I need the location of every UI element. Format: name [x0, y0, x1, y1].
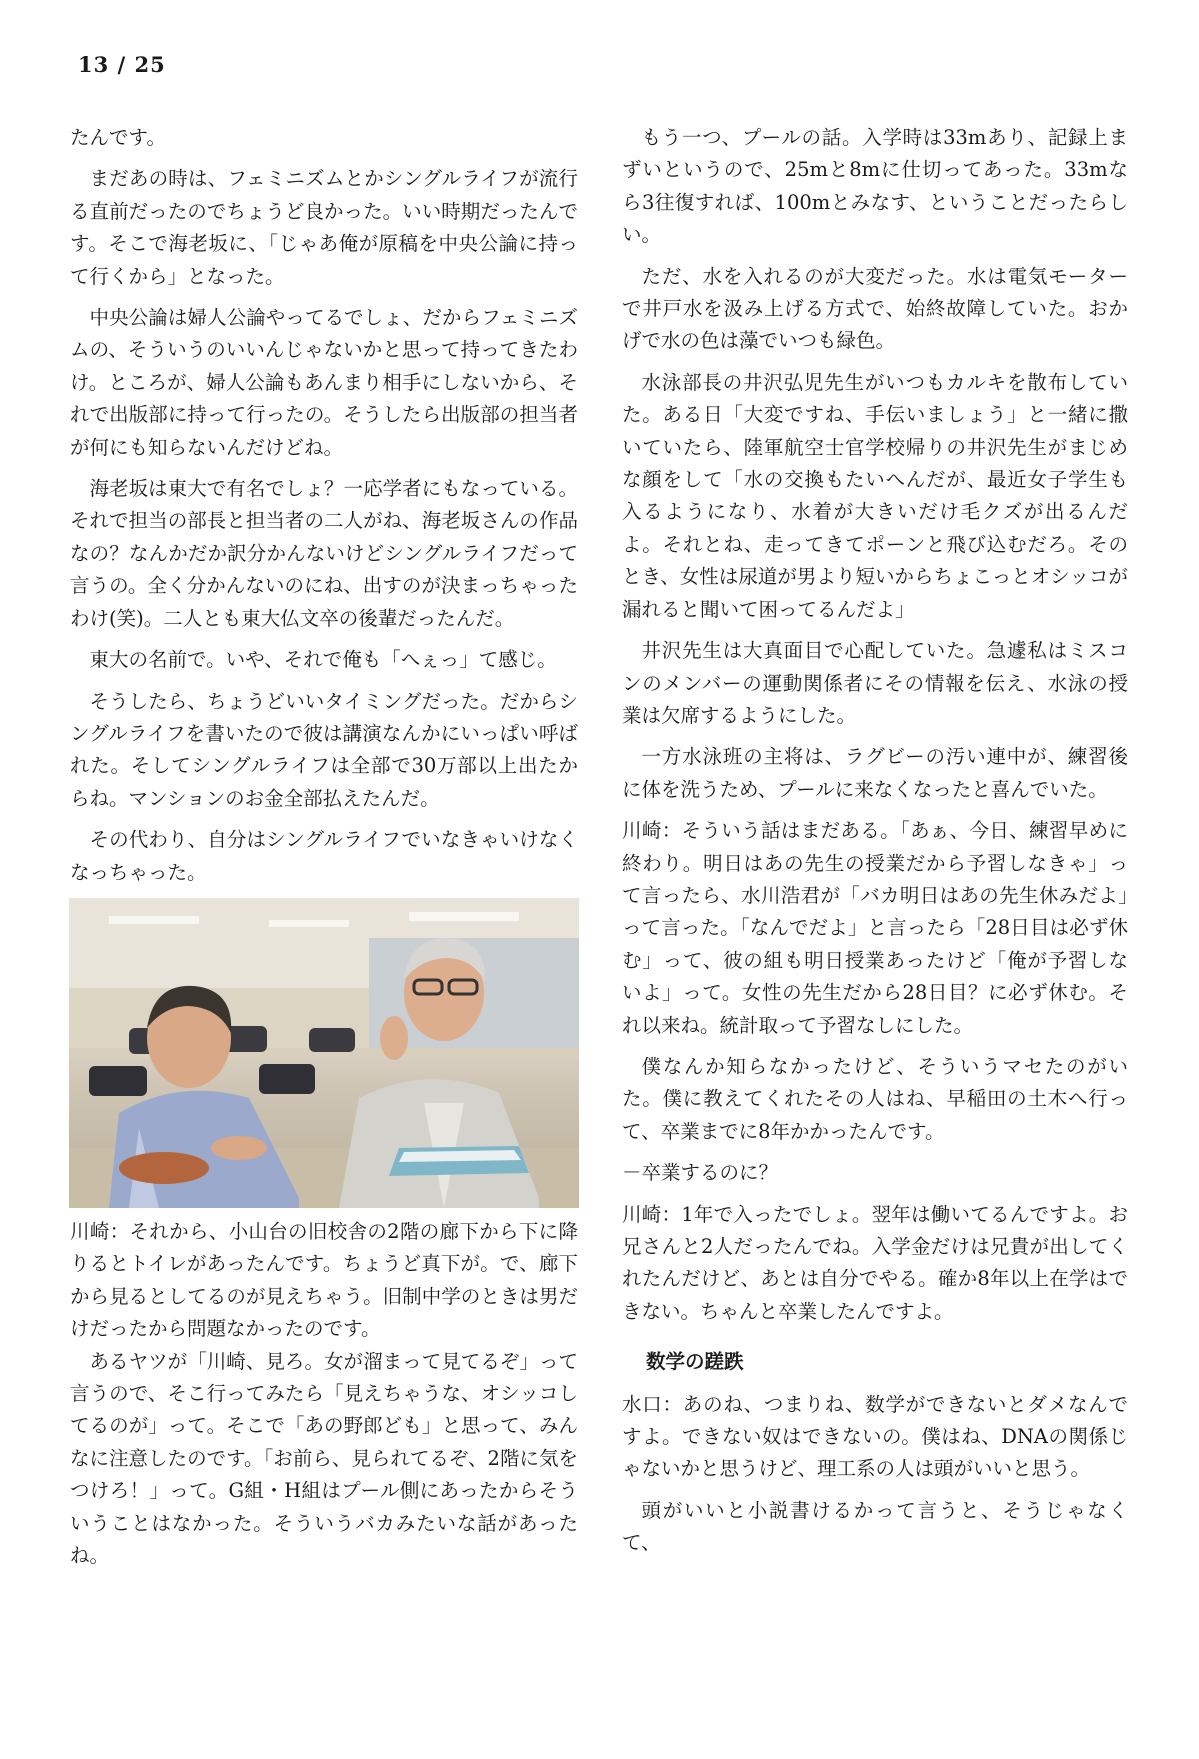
paragraph: 東大の名前で。いや、それで俺も「へぇっ」て感じ。 [89, 648, 557, 672]
page-number: 13 / 25 [78, 52, 166, 77]
paragraph: 川崎：それから、小山台の旧校舎の2階の廊下から下に降りるとトイレがあったんです。ちょうど真下が。で、廊下から見るとしてるのが見えちゃう。旧制中学のときは男だけだったから問題なかったのです。 [70, 1219, 578, 1341]
paragraph: 川崎：そういう話はまだある。「あぁ、今日、練習早めに終わり。明日はあの先生の授業だから予習しなきゃ」って言ったら、水川浩君が「バカ明日はあの先生休みだよ」って言った。「なんでだよ」と言ったら「28日目は必ず休む」って、彼の組も明日授業あったけど「俺が予習しないよ」って。女性の先生だから28日目？に必ず休む。それ以来ね。統計取って予習なしにした。 [622, 819, 1128, 1037]
right-column [622, 122, 1128, 1569]
paragraph: 僕なんか知らなかったけど、そういうマセたのがいた。僕に教えてくれたその人はね、早稲田の土木へ行って、卒業までに8年かかったんです。 [622, 1054, 1128, 1143]
paragraph: 海老坂は東大で有名でしょ？一応学者にもなっている。それで担当の部長と担当者の二人がね、海老坂さんの作品なの？なんかだか訳分かんないけどシングルライフだって言うの。全く分かんないのにね、出すのが決まっちゃったわけ(笑)。二人とも東大仏文卒の後輩だったんだ。 [70, 477, 578, 630]
section-heading: 数学の蹉跌 [646, 1350, 744, 1374]
left-column [70, 122, 578, 1581]
paragraph: 一方水泳班の主将は、ラグビーの汚い連中が、練習後に体を洗うため、プールに来なくなったと喜んでいた。 [622, 745, 1128, 801]
paragraph: ただ、水を入れるのが大変だった。水は電気モーターで井戸水を汲み上げる方式で、始終故障していた。おかげで水の色は藻でいつも緑色。 [622, 264, 1128, 353]
interview-photo [69, 898, 579, 1208]
paragraph: 水口：あのね、つまりね、数学ができないとダメなんですよ。できない奴はできないの。僕はね、DNAの関係じゃないかと思うけど、理工系の人は頭がいいと思う。 [622, 1392, 1128, 1481]
paragraph: 頭がいいと小説書けるかって言うと、そうじゃなくて、 [622, 1498, 1128, 1555]
paragraph: もう一つ、プールの話。入学時は33mあり、記録上まずいというので、25mと8mに仕切ってあった。33mなら3往復すれば、100mとみなす、ということだったらしい。 [622, 126, 1128, 247]
paragraph: あるヤツが「川崎、見ろ。女が溜まって見てるぞ」って言うので、そこ行ってみたら「見えちゃうな、オシッコしてるのが」って。そこで「あの野郎ども」と思って、みんなに注意したのです。「お前ら、見られてるぞ、2階に気をつけろ！」って。G組・H組はプール側にあったからそういうことはなかった。そういうバカみたいな話があったね。 [70, 1349, 578, 1567]
paragraph: 中央公論は婦人公論やってるでしょ、だからフェミニズムの、そういうのいいんじゃないかと思って持ってきたわけ。ところが、婦人公論もあんまり相手にしないから、それで出版部に持って行ったの。そうしたら出版部の担当者が何にも知らないんだけどね。 [70, 306, 578, 459]
paragraph: 水泳部長の井沢弘児先生がいつもカルキを散布していた。ある日「大変ですね、手伝いましょう」と一緒に撒いていたら、陸軍航空士官学校帰りの井沢先生がまじめな顔をして「水の交換もたいへんだが、最近女子学生も入るようになり、水着が大きいだけ毛クズが出るんだよ。それとね、走ってきてポーンと飛び込むだろ。そのとき、女性は尿道が男より短いからちょこっとオシッコが漏れると聞いて困ってるんだよ」 [622, 370, 1128, 621]
paragraph: たんです。 [70, 126, 166, 149]
paragraph: －卒業するのに？ [622, 1161, 779, 1185]
paragraph: 井沢先生は大真面目で心配していた。急遽私はミスコンのメンバーの運動関係者にその情報を伝え、水泳の授業は欠席するようにした。 [622, 639, 1128, 727]
paragraph: そうしたら、ちょうどいいタイミングだった。だからシングルライフを書いたので彼は講演なんかにいっぱい呼ばれた。そしてシングルライフは全部で30万部以上出たからね。マンションのお金全部払えたんだ。 [70, 689, 578, 810]
paragraph: まだあの時は、フェミニズムとかシングルライフが流行る直前だったのでちょうど良かった。いい時期だったんです。そこで海老坂に、「じゃあ俺が原稿を中央公論に持って行くから」となった。 [70, 167, 578, 288]
paragraph: 川崎：1年で入ったでしょ。翌年は働いてるんですよ。お兄さんと2人だったんでね。入学金だけは兄貴が出してくれたんだけど、あとは自分でやる。確か8年以上在学はできない。ちゃんと卒業したんですよ。 [622, 1202, 1128, 1323]
paragraph: その代わり、自分はシングルライフでいなきゃいけなくなっちゃった。 [70, 828, 578, 884]
